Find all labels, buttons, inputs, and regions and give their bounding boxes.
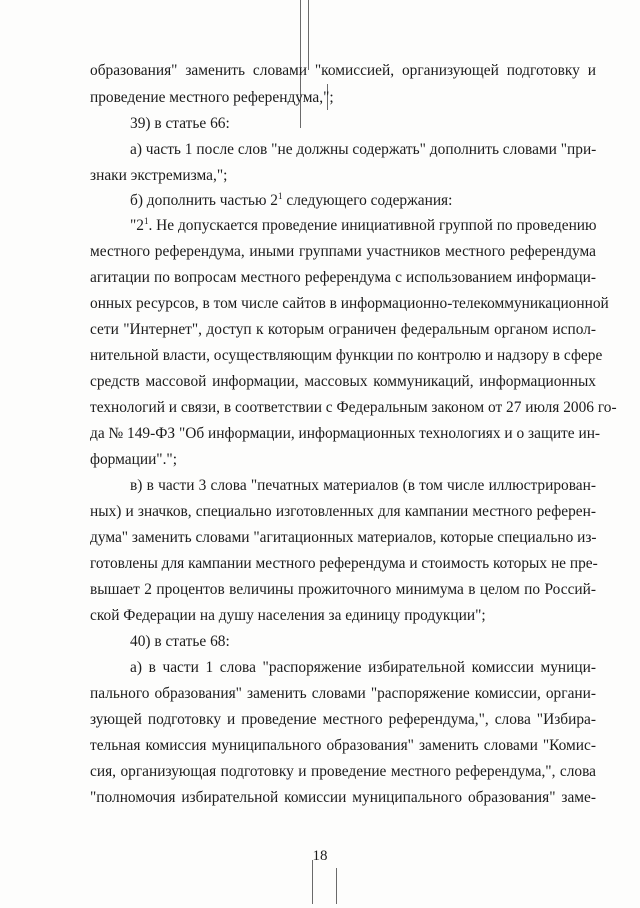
superscript: 1 [278, 191, 283, 201]
text-line: вышает 2 процентов величины прожиточного минимума в целом по Россий- [90, 581, 596, 598]
superscript: 1 [143, 216, 149, 226]
text-line: проведение местного референдума,"; [90, 89, 334, 106]
text-line: формации"."; [90, 451, 177, 468]
text-line: средств массовой информации, массовых коммуникаций, информационных [90, 373, 596, 390]
fold-line [336, 868, 337, 904]
text-line: дума" заменить словами "агитационных материалов, которые специально из- [90, 529, 597, 546]
text-line: ных) и значков, специально изготовленных для кампании местного референ- [90, 503, 596, 520]
text-line: технологий и связи, в соответствии с Федеральным законом от 27 июля 2006 го- [90, 399, 617, 416]
text-line: нительной власти, осуществляющим функции по контролю и надзору в сфере [90, 347, 603, 364]
text-fragment: "2 [130, 217, 144, 234]
text-line: тельная комиссия муниципального образования" заменить словами "Комис- [90, 737, 596, 754]
text-fragment: следующего содержания: [286, 192, 453, 209]
fold-line [308, 0, 309, 70]
text-line: агитации по вопросам местного референдума с использованием информаци- [90, 269, 596, 286]
text-line: сия, организующая подготовку и проведение местного референдума,", слова [90, 763, 596, 780]
text-line: онных ресурсов, в том числе сайтов в информационно-телекоммуникационной [90, 295, 609, 312]
page-number: 18 [312, 848, 328, 864]
text-line: а) в части 1 слова "распоряжение избирательной комиссии муници- [130, 659, 596, 676]
text-line: пального образования" заменить словами "распоряжение комиссии, органи- [90, 685, 596, 702]
text-fragment: б) дополнить частью 2 [130, 192, 278, 209]
text-line: 40) в статье 68: [130, 633, 230, 650]
text-line [130, 191, 596, 211]
text-line [130, 216, 596, 236]
text-line: "полномочия избирательной комиссии муниципального образования" заме- [90, 789, 596, 806]
text-line: да № 149-ФЗ "Об информации, информационных технологиях и о защите ин- [90, 425, 601, 442]
text-line: а) часть 1 после слов "не должны содержать" дополнить словами "при- [130, 141, 597, 158]
text-line: образования" заменить словами "комиссией, организующей подготовку и [90, 62, 596, 79]
text-line: местного референдума, иными группами участников местного референдума [90, 243, 596, 260]
text-line: знаки экстремизма,"; [90, 167, 228, 184]
text-line: 39) в статье 66: [130, 115, 230, 132]
text-line: сети "Интернет", доступ к которым ограничен федеральным органом испол- [90, 321, 596, 338]
text-fragment: . Не допускается проведение инициативной группой по проведению [148, 217, 597, 234]
text-line: ской Федерации на душу населения за единицу продукции"; [90, 607, 486, 624]
fold-line [312, 860, 313, 904]
text-line: готовлены для кампании местного референдума и стоимость которых не пре- [90, 555, 598, 572]
text-line: зующей подготовку и проведение местного референдума,", слова "Избира- [90, 711, 596, 728]
text-line: в) в части 3 слова "печатных материалов (в том числе иллюстрирован- [130, 477, 596, 494]
